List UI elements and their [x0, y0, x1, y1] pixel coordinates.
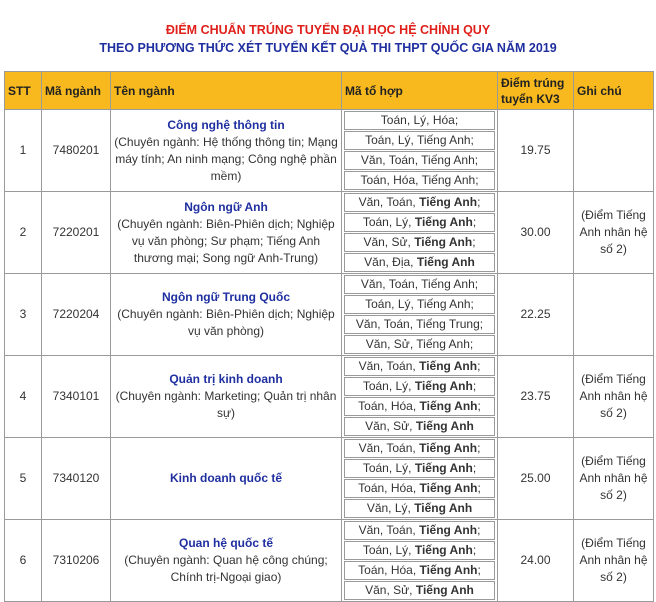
major-detail: (Chuyên ngành: Quan hệ công chúng; Chính trị-Ngoại giao) — [124, 553, 328, 584]
combo-bold-subject: Tiếng Anh — [414, 461, 473, 475]
subject-combo: Toán, Lý, Tiếng Anh; — [344, 131, 495, 150]
cell-score: 23.75 — [498, 356, 574, 438]
cell-score: 24.00 — [498, 520, 574, 602]
combo-bold-subject: Tiếng Anh — [419, 481, 478, 495]
header-stt: STT — [5, 72, 42, 110]
table-header-row — [5, 72, 654, 110]
subject-combo: Văn, Toán, Tiếng Trung; — [344, 315, 495, 334]
subject-combo: Toán, Lý, Tiếng Anh; — [344, 541, 495, 560]
cell-code: 7220204 — [42, 274, 111, 356]
major-detail: (Chuyên ngành: Marketing; Quản trị nhân sự) — [115, 389, 337, 420]
combo-bold-subject: Tiếng Anh — [414, 379, 473, 393]
cell-score: 30.00 — [498, 192, 574, 274]
table-row — [5, 110, 654, 192]
cell-combos — [342, 438, 498, 520]
header-name: Tên ngành — [111, 72, 342, 110]
subject-combo: Văn, Sử, Tiếng Anh; — [344, 335, 495, 354]
cell-code: 7480201 — [42, 110, 111, 192]
combo-bold-subject: Tiếng Anh — [415, 419, 474, 433]
cell-code: 7340101 — [42, 356, 111, 438]
cell-score: 22.25 — [498, 274, 574, 356]
major-title: Kinh doanh quốc tế — [170, 471, 282, 485]
major-title: Ngôn ngữ Trung Quốc — [161, 290, 290, 304]
subject-combo: Văn, Toán, Tiếng Anh; — [344, 521, 495, 540]
cell-major-name — [111, 274, 342, 356]
cell-major-name — [111, 356, 342, 438]
cell-note: (Điểm Tiếng Anh nhân hệ số 2) — [574, 192, 654, 274]
table-row — [5, 438, 654, 520]
combo-bold-subject: Tiếng Anh — [419, 359, 478, 373]
subject-combo: Toán, Hóa, Tiếng Anh; — [344, 479, 495, 498]
cell-score: 19.75 — [498, 110, 574, 192]
cell-combos — [342, 356, 498, 438]
cell-stt: 2 — [5, 192, 42, 274]
cell-combos — [342, 192, 498, 274]
cell-combos — [342, 110, 498, 192]
combo-bold-subject: Tiếng Anh — [414, 501, 473, 515]
major-title: Quan hệ quốc tế — [178, 536, 273, 550]
cell-note — [574, 274, 654, 356]
cell-major-name — [111, 438, 342, 520]
cell-stt: 1 — [5, 110, 42, 192]
title-line-2: THEO PHƯƠNG THỨC XÉT TUYỂN KẾT QUẢ THI THPT QUỐC GIA NĂM 2019 — [99, 41, 557, 55]
subject-combo: Toán, Lý, Tiếng Anh; — [344, 459, 495, 478]
cell-code: 7310206 — [42, 520, 111, 602]
major-detail: (Chuyên ngành: Biên-Phiên dịch; Nghiệp vụ văn phòng; Sư phạm; Tiếng Anh thương mại; Song ngữ Anh-Trung) — [117, 216, 335, 265]
cell-major-name — [111, 520, 342, 602]
header-code: Mã ngành — [42, 72, 111, 110]
combo-bold-subject: Tiếng Anh — [416, 255, 475, 269]
subject-combo: Toán, Hóa, Tiếng Anh; — [344, 561, 495, 580]
cell-note — [574, 110, 654, 192]
subject-combo: Văn, Sử, Tiếng Anh — [344, 417, 495, 436]
subject-combo: Toán, Lý, Tiếng Anh; — [344, 213, 495, 232]
cell-code: 7340120 — [42, 438, 111, 520]
header-score: Điểm trúng tuyển KV3 — [498, 72, 574, 110]
subject-combo: Văn, Sử, Tiếng Anh — [344, 581, 495, 600]
combo-bold-subject: Tiếng Anh — [419, 399, 478, 413]
table-row — [5, 520, 654, 602]
cell-combos — [342, 274, 498, 356]
subject-combo: Toán, Lý, Tiếng Anh; — [344, 377, 495, 396]
title-line-1: ĐIỂM CHUẨN TRÚNG TUYỂN ĐẠI HỌC HỆ CHÍNH QUY — [165, 23, 491, 37]
subject-combo: Văn, Toán, Tiếng Anh; — [344, 275, 495, 294]
table-row — [5, 192, 654, 274]
cell-note: (Điểm Tiếng Anh nhân hệ số 2) — [574, 520, 654, 602]
cell-major-name — [111, 110, 342, 192]
major-detail: (Chuyên ngành: Biên-Phiên dịch; Nghiệp vụ văn phòng) — [117, 307, 335, 338]
combo-bold-subject: Tiếng Anh — [419, 195, 478, 209]
subject-combo: Văn, Toán, Tiếng Anh; — [344, 193, 495, 212]
subject-combo: Toán, Hóa, Tiếng Anh; — [344, 397, 495, 416]
cell-note: (Điểm Tiếng Anh nhân hệ số 2) — [574, 438, 654, 520]
combo-bold-subject: Tiếng Anh — [419, 523, 478, 537]
major-title: Quản trị kinh doanh — [169, 372, 283, 386]
cell-note: (Điểm Tiếng Anh nhân hệ số 2) — [574, 356, 654, 438]
header-combos: Mã tổ hợp — [342, 72, 498, 110]
subject-combo: Văn, Lý, Tiếng Anh — [344, 499, 495, 518]
combo-bold-subject: Tiếng Anh — [419, 563, 478, 577]
combo-bold-subject: Tiếng Anh — [415, 583, 474, 597]
major-title: Công nghệ thông tin — [167, 117, 285, 132]
cell-stt: 3 — [5, 274, 42, 356]
major-detail: (Chuyên ngành: Hệ thống thông tin; Mạng máy tính; An ninh mạng; Công nghệ phần mềm) — [114, 134, 338, 183]
subject-combo: Văn, Sử, Tiếng Anh; — [344, 233, 495, 252]
admission-scores-table — [4, 71, 654, 602]
table-row — [5, 356, 654, 438]
subject-combo: Văn, Toán, Tiếng Anh; — [344, 357, 495, 376]
table-row — [5, 274, 654, 356]
subject-combo: Toán, Hóa, Tiếng Anh; — [344, 171, 495, 190]
subject-combo: Văn, Toán, Tiếng Anh; — [344, 439, 495, 458]
header-note: Ghi chú — [574, 72, 654, 110]
cell-score: 25.00 — [498, 438, 574, 520]
combo-bold-subject: Tiếng Anh — [419, 441, 478, 455]
cell-stt: 4 — [5, 356, 42, 438]
subject-combo: Toán, Lý, Hóa; — [344, 111, 495, 130]
cell-combos — [342, 520, 498, 602]
combo-bold-subject: Tiếng Anh — [414, 215, 473, 229]
subject-combo: Văn, Địa, Tiếng Anh — [344, 253, 495, 272]
cell-stt: 6 — [5, 520, 42, 602]
subject-combo: Văn, Toán, Tiếng Anh; — [344, 151, 495, 170]
major-title: Ngôn ngữ Anh — [184, 199, 268, 214]
subject-combo: Toán, Lý, Tiếng Anh; — [344, 295, 495, 314]
cell-stt: 5 — [5, 438, 42, 520]
cell-code: 7220201 — [42, 192, 111, 274]
cell-major-name — [111, 192, 342, 274]
combo-bold-subject: Tiếng Anh — [414, 235, 473, 249]
combo-bold-subject: Tiếng Anh — [414, 543, 473, 557]
